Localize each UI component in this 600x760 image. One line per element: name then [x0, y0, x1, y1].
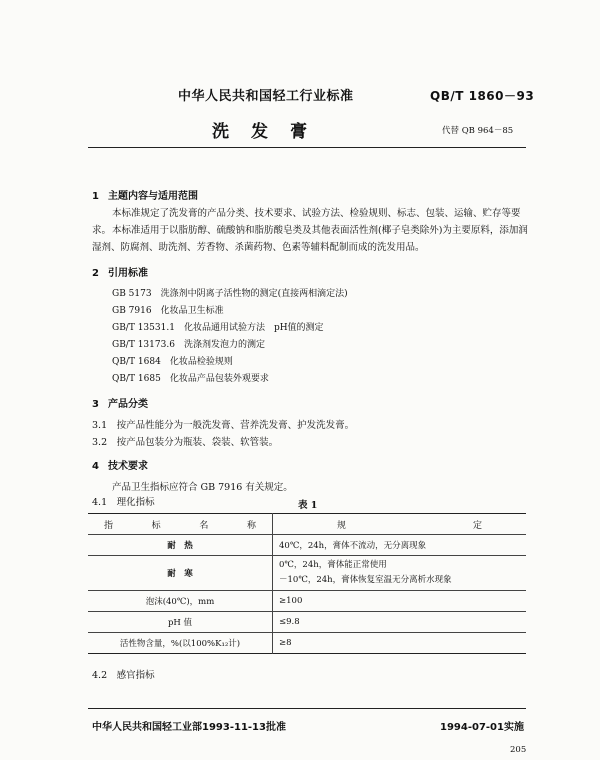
subsection-4-2: 4.2 感官指标: [92, 670, 155, 681]
table-caption: 表 1: [298, 500, 318, 511]
reference-item: [112, 286, 348, 299]
section-2-title: 引用标准: [108, 268, 148, 279]
table-row: [88, 535, 526, 556]
row-spec: ≤9.8: [273, 612, 527, 633]
issuing-organization: 中华人民共和国轻工行业标准: [178, 89, 354, 104]
header-char: 标: [151, 520, 161, 531]
section-4-heading: [92, 457, 148, 472]
header-divider: [88, 147, 526, 148]
reference-name: 化妆品通用试验方法 pH值的测定: [183, 323, 324, 333]
table-1: [88, 513, 526, 654]
header-char: 规: [337, 520, 347, 531]
section-3-number: 3: [92, 399, 99, 410]
hygiene-requirement: 产品卫生指标应符合 GB 7916 有关规定。: [112, 482, 293, 493]
classification-item: 3.2 按产品包装分为瓶装、袋装、软管装。: [92, 437, 279, 448]
row-spec: 40℃，24h，膏体不流动，无分离现象: [273, 535, 527, 556]
reference-code: QB/T 1685: [112, 374, 161, 384]
row-name: 活性物含量，%(以100%K₁₂计): [88, 633, 273, 654]
section-1-paragraph-1: 本标准规定了洗发膏的产品分类、技术要求、试验方法、检验规则、标志、包装、运输、贮存等要求。: [92, 208, 521, 236]
reference-code: GB 5173: [112, 289, 152, 299]
reference-item: [112, 371, 269, 384]
table-row: [88, 633, 526, 654]
section-4-title: 技术要求: [108, 461, 148, 472]
table-row: [88, 591, 526, 612]
section-3-heading: [92, 395, 148, 410]
replaces-standard: 代替 QB 964－85: [442, 126, 514, 136]
header-indicator-name: [88, 514, 273, 535]
section-1-number: 1: [92, 191, 99, 202]
reference-item: [112, 303, 224, 316]
reference-code: GB/T 13531.1: [112, 323, 175, 333]
reference-name: 洗涤剂中阴离子活性物的测定(直接两相滴定法): [160, 289, 348, 299]
reference-item: [112, 337, 265, 350]
row-spec: ≥100: [273, 591, 527, 612]
reference-code: QB/T 1684: [112, 357, 161, 367]
subsection-4-1: 4.1 理化指标: [92, 497, 155, 508]
table-row: [88, 612, 526, 633]
header-char: 指: [104, 520, 114, 531]
section-1-paragraph-2: 本标准适用于以脂肪醇、硫酸钠和脂肪酸皂类及其他表面活性剂(椰子皂类除外)为主要原料，添加润湿剂、防腐剂、助洗剂、芳香物、杀菌药物、色素等辅料配制而成的洗发用品。: [92, 225, 528, 253]
section-2-number: 2: [92, 268, 99, 279]
table-header-row: [88, 514, 526, 535]
page-number: 205: [510, 745, 527, 755]
section-3-title: 产品分类: [108, 399, 148, 410]
row-name: 泡沫(40℃)，mm: [88, 591, 273, 612]
classification-item: 3.1 按产品性能分为一般洗发膏、营养洗发膏、护发洗发膏。: [92, 420, 355, 431]
document-title: 洗发膏: [212, 122, 329, 142]
section-1-heading: [92, 187, 198, 202]
header-char: 称: [246, 520, 256, 531]
implementation-date: 1994-07-01实施: [440, 722, 524, 733]
reference-code: GB/T 13173.6: [112, 340, 175, 350]
section-2-heading: [92, 264, 148, 279]
reference-name: 化妆品卫生标准: [160, 306, 224, 316]
row-spec: ≥8: [279, 638, 292, 648]
row-spec-line: －10℃，24h，膏体恢复室温无分离析水现象: [279, 575, 452, 585]
standard-code: QB/T 1860－93: [430, 89, 535, 103]
row-spec-line: 0℃，24h，膏体能正常使用: [279, 560, 387, 570]
header-specification: [273, 514, 527, 535]
reference-item: [112, 354, 233, 367]
row-spec: [273, 556, 527, 591]
row-name: 耐 寒: [88, 556, 273, 591]
row-name: 耐 热: [88, 535, 273, 556]
approval-organization: 中华人民共和国轻工业部1993-11-13批准: [92, 722, 286, 733]
header-char: 名: [199, 520, 209, 531]
reference-name: 化妆品检验规则: [169, 357, 233, 367]
reference-item: [112, 320, 324, 333]
reference-name: 洗涤剂发泡力的测定: [183, 340, 265, 350]
section-1-title: 主题内容与适用范围: [108, 191, 198, 202]
section-4-number: 4: [92, 461, 99, 472]
row-name: pH 值: [88, 612, 273, 633]
reference-name: 化妆品产品包装外观要求: [169, 374, 269, 384]
table-row: [88, 556, 526, 591]
reference-code: GB 7916: [112, 306, 152, 316]
footer-divider: [88, 708, 526, 709]
header-char: 定: [472, 520, 482, 531]
